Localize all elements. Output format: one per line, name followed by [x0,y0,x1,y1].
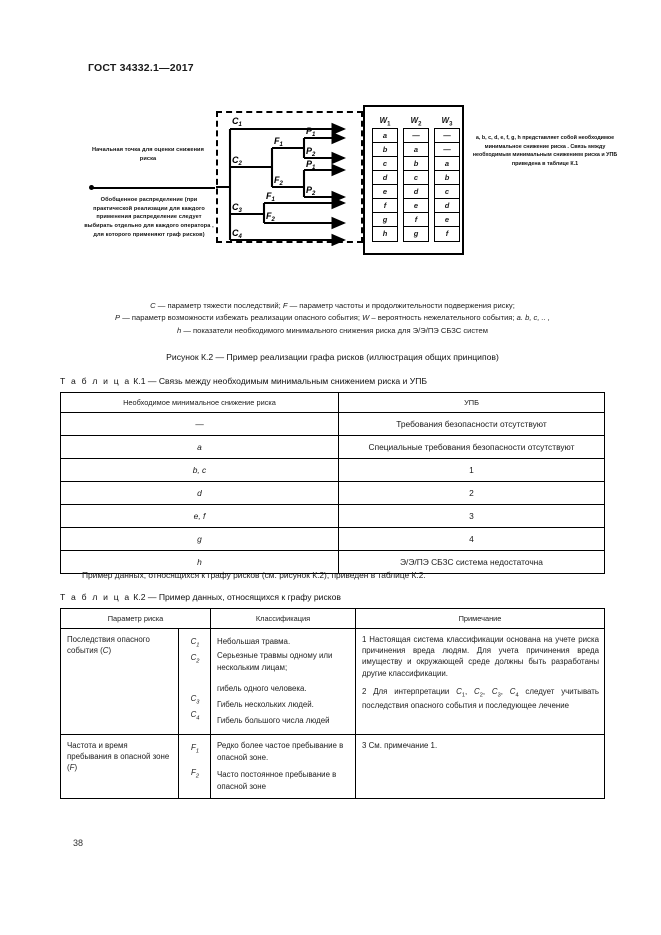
w-cell: c [404,171,428,185]
w-cell: f [404,213,428,227]
table-k1-cell-right: Э/Э/ПЭ СБЗС система недостаточна [339,551,605,574]
table-k2-note-c [356,629,605,735]
table-k2-classification-f [211,734,356,798]
figure-k2 [0,98,661,298]
legend-symbol-h: h [176,325,182,335]
w-cell: c [373,157,397,171]
figure-caption: Рисунок К.2 — Пример реализации графа рисков (иллюстрация общих принципов) [166,352,499,362]
w-cell: d [404,185,428,199]
w-cell: f [435,227,459,241]
page-number: 38 [73,838,84,848]
legend-text-f: — параметр частоты и продолжительности подвержения риску; [287,301,515,310]
table-k1-cell-left: e, f [61,505,339,528]
table-k1-cell-left: d [61,482,339,505]
legend-symbol-f: F [282,301,288,310]
table-row [61,393,605,413]
table-k2-note-f [356,734,605,798]
w-cell: e [404,199,428,213]
table-k2-classification-c [211,629,356,735]
table-k1-cell-left: — [61,413,339,436]
w-column-header-w2: $W_2$ [410,116,422,128]
table-k1-cell-right: 1 [339,459,605,482]
w-cell: b [373,143,397,157]
table-row [61,413,605,436]
table-k1-header-0: Необходимое минимальное снижение риска [61,393,339,413]
table-k1-cell-right: Требования безопасности отсутствуют [339,413,605,436]
tree-label-c3: $C_3$ [232,202,242,214]
table-k1-cell-right: 2 [339,482,605,505]
table-k1-cell-left: a [61,436,339,459]
table-k1 [60,392,605,574]
table-k1-header-1: УПБ [339,393,605,413]
w-column-header-w1: $W_1$ [379,116,391,128]
table-k1-cell-right: Специальные требования безопасности отсутствуют [339,436,605,459]
w-cell: h [373,227,397,241]
figure-legend [60,300,605,337]
running-head: ГОСТ 34332.1—2017 [88,62,194,74]
w-cell: d [373,171,397,185]
tree-label-f1-b: $F_1$ [266,191,275,203]
legend-text-w: – вероятность нежелательного события; [369,313,517,323]
table-row [61,528,605,551]
figure-note-general-allocation: Обобщенное распределение (при практической реализации для каждого применения распределение следует выбирать отдельно для каждого оператора , для которого применяют граф рисков) [84,197,214,238]
legend-symbol-w: W [362,313,370,323]
tree-label-p1-b: $P_1$ [306,159,316,171]
w-column-w2 [403,115,429,242]
table-k2-header-2: Примечание [356,609,605,629]
table-k2-header-0: Параметр риска [61,609,211,629]
table-k2-title: Т а б л и ц а К.2 — Пример данных, относящихся к графу рисков [60,592,341,602]
w-cell: a [373,129,397,143]
tree-label-c1: $C_1$ [232,116,242,128]
note-item-1: 1 Настоящая система классификации основана на учете риска причинения вреда людям. Для учета причинения вреда имуществу и окружающей среде должны быть разработаны другие классификации. [362,635,599,678]
list-item: Небольшая травма. [217,637,291,646]
note-item-2: 2 Для интерпретации $C_1$, $C_2$, $C_3$, $C_4$ следует учитывать последствия опасного события и последующее лечение [362,686,600,710]
w-cell: g [404,227,428,241]
w-cell: e [373,185,397,199]
w-cell: — [435,129,459,143]
legend-text-c: — параметр тяжести последствий; [155,301,283,310]
table-row [61,505,605,528]
table-row [61,734,605,798]
figure-note-risk-reduction: a, b, c, d, e, f, g, h представляет собой необходимое минимальное снижение риска . Связь между необходимым минимальным снижением риска и УПБ приведена в таблице К.1 [472,135,618,167]
start-point-connector [93,187,215,189]
legend-text-p: — параметр возможности избежать реализации опасного события; [120,313,363,323]
w-cell: b [404,157,428,171]
table-row [61,609,605,629]
table-k2-symbols-f: $F_1$ $F_2$ [179,734,211,798]
list-item: Редко более частое пребывание в опасной зоне. [217,740,344,762]
table-k1-cell-right: 3 [339,505,605,528]
table-k2-param-c: Последствия опасного события (C) [61,629,179,735]
tree-label-c4: $C_4$ [232,228,242,240]
w-cell: c [435,185,459,199]
note-item-3: 3 См. примечание 1. [362,740,438,750]
list-item: гибель одного человека. [217,683,307,693]
w-column-w1 [372,115,398,242]
table-k1-title: Т а б л и ц а К.1 — Связь между необходимым минимальным снижением риска и УПБ [60,376,428,386]
w-cell: g [373,213,397,227]
tree-label-p1-a: $P_1$ [306,126,316,138]
w-cell: f [373,199,397,213]
table-row [61,482,605,505]
legend-symbol-p: P [115,313,121,323]
table-row [61,629,605,735]
w-cell: d [435,199,459,213]
tree-label-p2-a: $P_2$ [306,146,316,158]
table-k2-symbols-c: $C_1$ $C_2$ $C_3$ $C_4$ [179,629,211,735]
w-cell: e [435,213,459,227]
w-cell: a [404,143,428,157]
body-paragraph: Пример данных, относящихся к графу рисков (см. рисунок К.2), приведен в таблице К.2. [82,570,426,580]
table-k1-cell-left: h [61,551,339,574]
legend-symbol-list: a. b, c, .. , [516,313,550,323]
table-row [61,436,605,459]
list-item: Часто постоянное пребывание в опасной зоне [217,770,337,792]
w-probability-table [363,105,464,255]
tree-label-f2-a: $F_2$ [274,175,283,187]
list-item: Серьезные травмы одному или нескольким лицам; [217,651,333,672]
table-k1-cell-left: b, c [61,459,339,482]
legend-symbol-c: C [150,301,156,310]
w-cell: b [435,171,459,185]
list-item: Гибель большого числа людей [217,715,330,725]
w-cell: — [404,129,428,143]
table-k1-cell-right: 4 [339,528,605,551]
w-column-w3 [434,115,460,242]
tree-label-f2-b: $F_2$ [266,211,275,223]
legend-text-h: — показатели необходимого минимального снижения риска для Э/Э/ПЭ СБЗС систем [181,325,488,335]
w-cell: a [435,157,459,171]
tree-label-c2: $C_2$ [232,155,242,167]
table-row [61,459,605,482]
table-k2-param-f: Частота и время пребывания в опасной зоне (F) [61,734,179,798]
table-k2-header-1: Классификация [211,609,356,629]
w-cell: — [435,143,459,157]
w-column-header-w3: $W_3$ [441,116,453,128]
table-k2 [60,608,605,799]
figure-note-start-point: Начальная точка для оценки снижения риска [92,147,204,162]
tree-label-p2-b: $P_2$ [306,185,316,197]
table-k1-cell-left: g [61,528,339,551]
list-item: Гибель нескольких людей. [217,699,314,709]
tree-label-f1-a: $F_1$ [274,136,283,148]
risk-graph-tree [216,111,366,246]
